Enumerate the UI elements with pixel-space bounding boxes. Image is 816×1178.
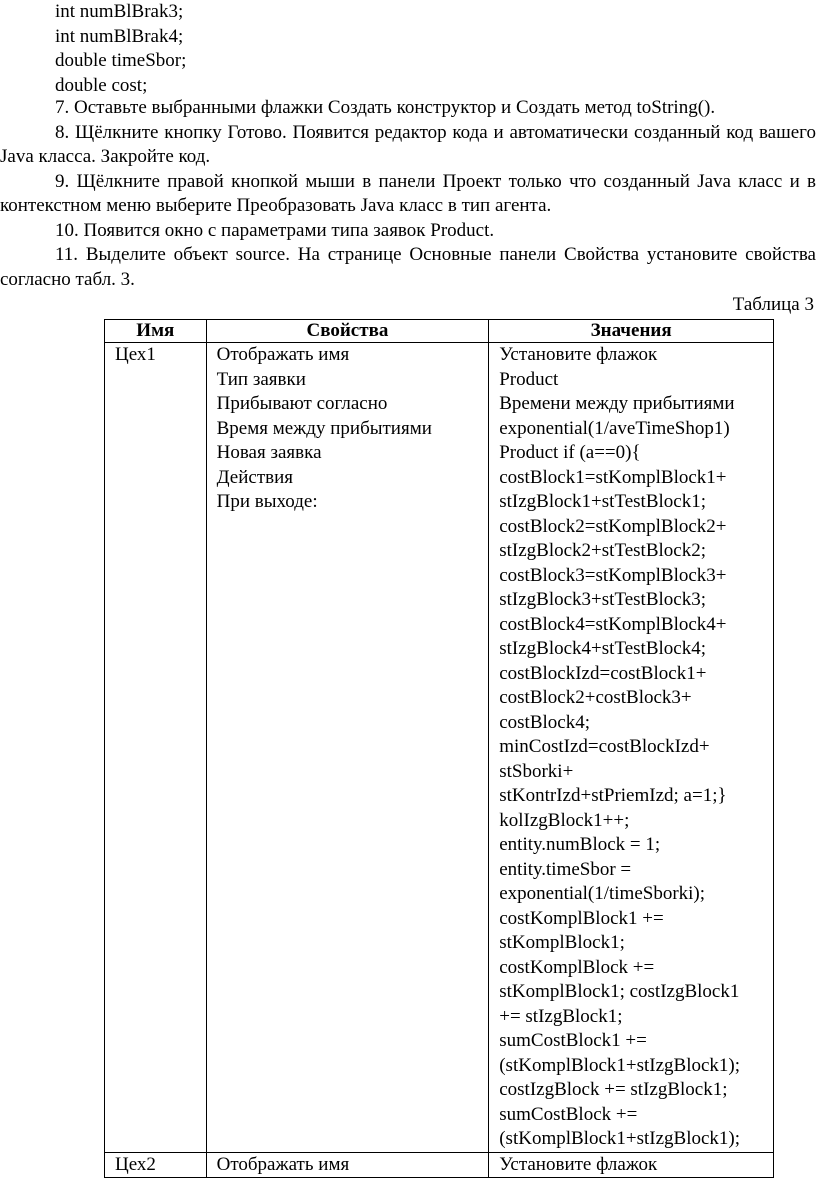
cell-properties <box>206 343 489 1153</box>
property-label: Тип заявки <box>216 368 306 390</box>
property-value: costBlock3=stKomplBlock3+ <box>499 564 727 586</box>
header-name: Имя <box>105 320 207 343</box>
property-label: Действия <box>216 466 294 488</box>
step-7: 7. Оставьте выбранными флажки Создать конструктор и Создать метод toString(). <box>55 97 716 118</box>
property-value: stIzgBlock3+stTestBlock3; <box>499 589 706 610</box>
property-value: costBlock4; <box>499 711 591 733</box>
property-value: kolIzgBlock1++; <box>499 809 630 831</box>
property-value: costBlock2=stKomplBlock2+ <box>499 515 727 537</box>
property-value: stIzgBlock2+stTestBlock2; <box>499 540 706 561</box>
property-value: stIzgBlock4+stTestBlock4; <box>499 638 706 659</box>
header-values: Значения <box>489 320 774 343</box>
property-value: Установите флажок <box>499 1153 658 1175</box>
property-value: Времени между прибытиями <box>499 393 735 414</box>
cell-values <box>489 343 774 1153</box>
property-value: += stIzgBlock1; <box>499 1005 623 1027</box>
property-value: (stKomplBlock1+stIzgBlock1); <box>499 1128 741 1149</box>
property-value: stIzgBlock1+stTestBlock1; <box>499 491 706 512</box>
properties-table <box>104 319 774 1178</box>
property-value: costBlock1=stKomplBlock1+ <box>499 466 727 488</box>
property-value: minCostIzd=costBlockIzd+ <box>499 736 710 757</box>
property-value: sumCostBlock += <box>499 1103 638 1125</box>
property-value: costKomplBlock += <box>499 956 655 978</box>
property-value: costIzgBlock += stIzgBlock1; <box>499 1079 728 1100</box>
property-label: Время между прибытиями <box>216 417 432 439</box>
cell-properties <box>206 1152 489 1178</box>
cell-name: Цех2 <box>105 1152 207 1178</box>
property-label: Отображать имя <box>216 1153 350 1175</box>
table-row <box>105 1152 774 1178</box>
step-8: 8. Щёлкните кнопку Готово. Появится редактор кода и автоматически созданный код вашего Java класса. Закройте код. <box>0 121 816 167</box>
table-header-row <box>105 320 774 343</box>
step-10: 10. Появится окно с параметрами типа заявок Product. <box>55 219 495 241</box>
step-9: 9. Щёлкните правой кнопкой мыши в панели Проект только что созданный Java класс и в контекстном меню выберите Преобразовать Java класс в тип агента. <box>0 170 816 216</box>
property-value: (stKomplBlock1+stIzgBlock1); <box>499 1054 741 1076</box>
header-properties: Свойства <box>206 320 489 343</box>
property-value: entity.numBlock = 1; <box>499 834 661 855</box>
property-value: exponential(1/aveTimeShop1) <box>499 417 730 439</box>
property-value: stSborki+ <box>499 760 574 782</box>
table-caption: Таблица 3 <box>732 294 814 315</box>
property-label: Прибывают согласно <box>216 393 388 414</box>
property-value: Установите флажок <box>499 344 658 365</box>
property-label: Отображать имя <box>216 344 350 365</box>
property-value: stKomplBlock1; costIzgBlock1 <box>499 981 740 1002</box>
property-value: stKomplBlock1; <box>499 932 625 953</box>
step-11: 11. Выделите объект source. На странице Основные панели Свойства установите свойства согласно табл. 3. <box>0 244 816 290</box>
cell-values <box>489 1152 774 1178</box>
code-line: double timeSbor; <box>55 50 187 71</box>
property-value: entity.timeSbor = <box>499 858 632 880</box>
code-line: int numBlBrak4; <box>55 25 184 47</box>
code-line: int numBlBrak3; <box>55 1 184 22</box>
cell-name: Цех1 <box>105 343 207 1153</box>
code-line: double cost; <box>55 74 148 96</box>
table-row <box>105 343 774 1153</box>
property-value: costBlock4=stKomplBlock4+ <box>499 613 727 635</box>
property-value: Product if (a==0){ <box>499 442 641 463</box>
property-value: costBlock2+costBlock3+ <box>499 687 692 708</box>
property-label: Новая заявка <box>216 442 322 463</box>
property-value: Product <box>499 368 559 390</box>
property-label: При выходе: <box>216 491 318 512</box>
property-value: stKontrIzd+stPriemIzd; a=1;} <box>499 785 727 806</box>
code-snippet <box>55 0 186 98</box>
property-value: exponential(1/timeSborki); <box>499 883 706 904</box>
property-value: costBlockIzd=costBlock1+ <box>499 662 707 684</box>
property-value: sumCostBlock1 += <box>499 1030 647 1051</box>
property-value: costKomplBlock1 += <box>499 907 664 929</box>
instruction-steps <box>0 96 816 292</box>
